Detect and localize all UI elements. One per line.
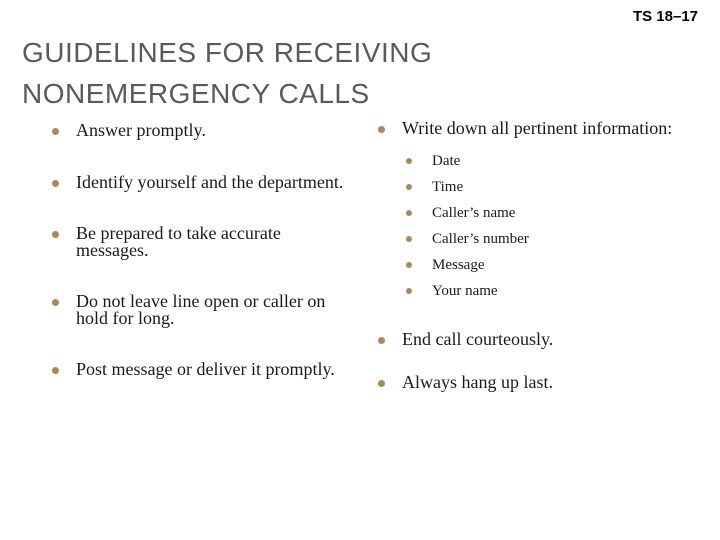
- bullet-dot-icon: [52, 299, 59, 306]
- slide-title: [22, 32, 432, 114]
- list-item-text: Post message or deliver it promptly.: [76, 359, 335, 379]
- bullet-dot-icon: [406, 262, 412, 268]
- bullet-dot-icon: [52, 367, 59, 374]
- sub-list-item: [402, 231, 702, 257]
- bullet-dot-icon: [406, 236, 412, 242]
- list-item: [46, 174, 346, 191]
- list-item-text: Always hang up last.: [402, 372, 553, 392]
- bullet-dot-icon: [378, 337, 385, 344]
- list-item-text: Be prepared to take accurate messages.: [76, 223, 281, 260]
- sub-list-item: [402, 179, 702, 205]
- sub-bullet-list: [402, 153, 702, 309]
- list-item: [46, 122, 346, 139]
- sub-list-item-text: Your name: [432, 283, 498, 299]
- list-item-text: Do not leave line open or caller on hold for long.: [76, 291, 326, 328]
- sub-list-item: [402, 153, 702, 179]
- sub-list-item-text: Caller’s number: [432, 231, 529, 247]
- list-item: [372, 331, 702, 348]
- sub-list-item-text: Caller’s name: [432, 205, 516, 221]
- list-item-text: Answer promptly.: [76, 120, 206, 140]
- list-item: [46, 225, 346, 259]
- bullet-dot-icon: [378, 126, 385, 133]
- bullet-dot-icon: [52, 180, 59, 187]
- list-item: [372, 120, 702, 309]
- bullet-dot-icon: [406, 158, 412, 164]
- bullet-dot-icon: [52, 128, 59, 135]
- bullet-dot-icon: [406, 210, 412, 216]
- slide-title-line-1: GUIDELINES FOR RECEIVING: [22, 37, 433, 68]
- sub-list-item: [402, 283, 702, 309]
- bullet-dot-icon: [406, 288, 412, 294]
- sub-list-item: [402, 257, 702, 283]
- list-item-text: Identify yourself and the department.: [76, 172, 344, 192]
- right-bullet-list: [372, 120, 702, 391]
- list-item-text: End call courteously.: [402, 329, 554, 349]
- sub-list-item-text: Time: [432, 179, 464, 195]
- sub-list-item-text: Message: [432, 257, 485, 273]
- list-item-text: Write down all pertinent information:: [402, 118, 673, 138]
- slide-title-line-2: NONEMERGENCY CALLS: [22, 78, 370, 109]
- bullet-dot-icon: [406, 184, 412, 190]
- list-item: [372, 374, 702, 391]
- sub-list-item-text: Date: [432, 153, 461, 169]
- list-item: [46, 361, 346, 378]
- left-bullet-list: [46, 122, 346, 412]
- bullet-dot-icon: [52, 231, 59, 238]
- list-item: [46, 293, 346, 327]
- slide-number: TS 18–17: [632, 8, 698, 25]
- bullet-dot-icon: [378, 380, 385, 387]
- sub-list-item: [402, 205, 702, 231]
